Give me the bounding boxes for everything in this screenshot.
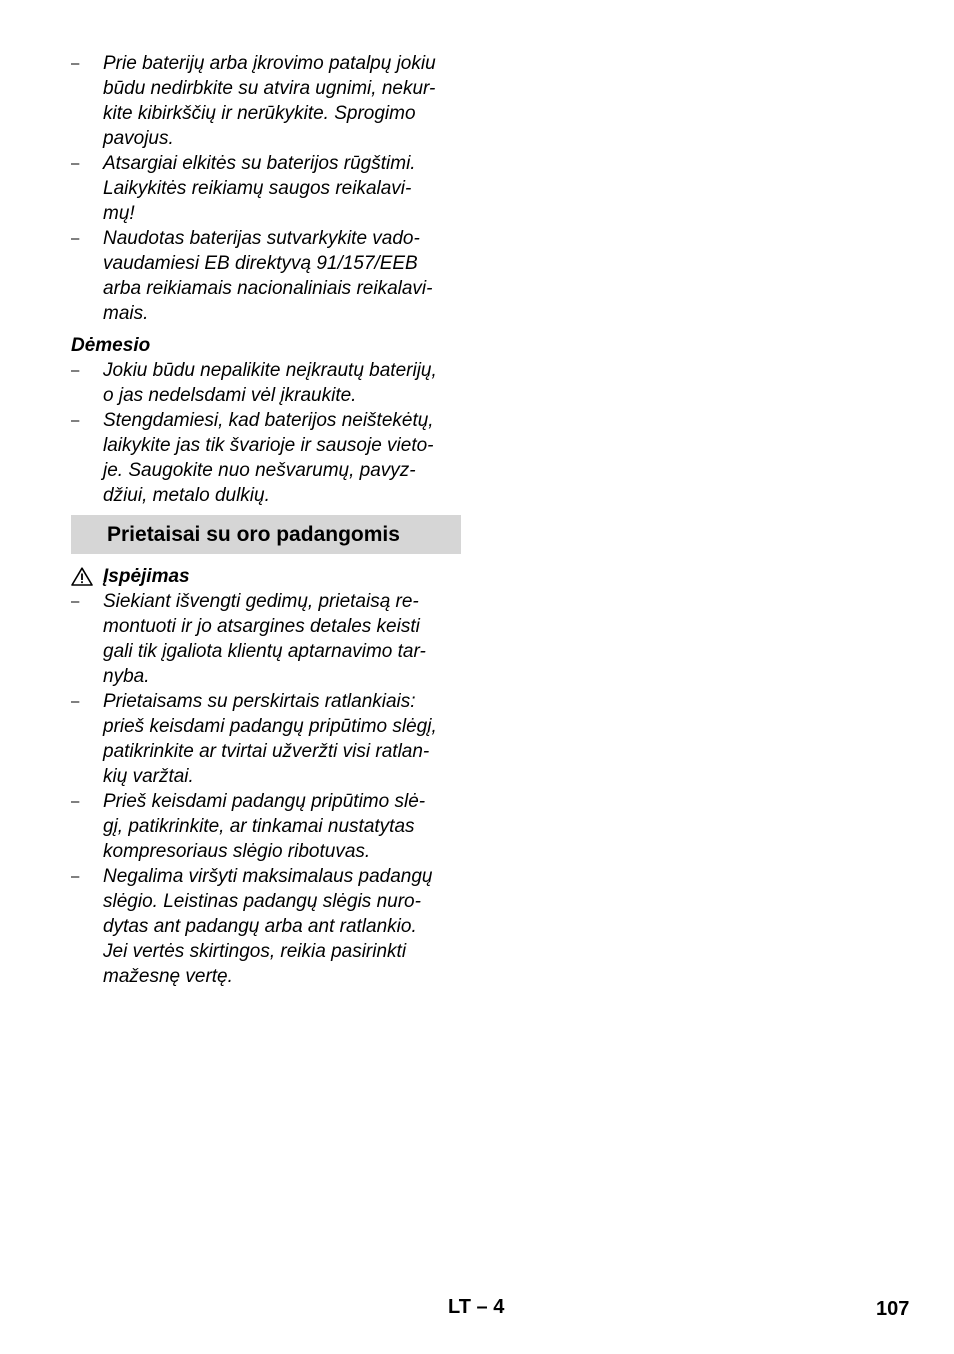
list-item <box>71 226 461 326</box>
list-item <box>71 864 461 989</box>
list-item-text: Atsargiai elkitės su baterijos rūgštimi. Laikykitės reikiamų saugos reikalavi- mų! <box>103 153 416 224</box>
section-title: Prietaisai su oro padangomis <box>107 522 400 546</box>
caution-heading: Dėmesio <box>71 335 151 356</box>
warning-triangle-icon <box>71 567 93 586</box>
warning-heading-text: Įspėjimas <box>103 566 190 587</box>
list-item <box>71 789 461 864</box>
list-dash: – <box>71 155 80 172</box>
list-item-text: Prietaisams su perskirtais ratlankiais: prieš keisdami padangų pripūtimo slėgį, patikrinkite ar tvirtai užveržti visi ratlan- kių varžtai. <box>103 691 437 787</box>
list-dash: – <box>71 55 80 72</box>
warning-list <box>71 589 461 989</box>
list-item <box>71 589 461 689</box>
list-dash: – <box>71 868 80 885</box>
list-item-text: Prieš keisdami padangų pripūtimo slė- gį, patikrinkite, ar tinkamai nustatytas kompresoriaus slėgio ribotuvas. <box>103 791 426 862</box>
page-column <box>71 51 461 989</box>
footer-language-marker <box>448 1296 504 1319</box>
battery-safety-list <box>71 51 461 326</box>
list-item-text: Jokiu būdu nepalikite neįkrautų baterijų, o jas nedelsdami vėl įkraukite. <box>103 360 437 406</box>
list-item <box>71 151 461 226</box>
list-item <box>71 51 461 151</box>
list-item-text: Stengdamiesi, kad baterijos neištekėtų, laikykite jas tik švarioje ir sausoje vieto- je. Saugokite nuo nešvarumų, pavyz- džiui, metalo dulkių. <box>103 410 434 506</box>
list-item-text: Siekiant išvengti gedimų, prietaisą re- montuoti ir jo atsargines detales keisti gali tik įgaliota klientų aptarnavimo tar- nyba. <box>103 591 426 687</box>
list-dash: – <box>71 412 80 429</box>
list-item <box>71 358 461 408</box>
list-dash: – <box>71 693 80 710</box>
list-item-text: Prie baterijų arba įkrovimo patalpų jokiu būdu nedirbkite su atvira ugnimi, nekur- kite kibirkščių ir nerūkykite. Sprogimo pavojus. <box>103 53 436 149</box>
list-dash: – <box>71 230 80 247</box>
list-dash: – <box>71 793 80 810</box>
list-item <box>71 408 461 508</box>
list-dash: – <box>71 362 80 379</box>
list-dash: – <box>71 593 80 610</box>
warning-heading <box>71 564 461 589</box>
footer-language: LT <box>448 1296 471 1318</box>
list-item-text: Naudotas baterijas sutvarkykite vado- vaudamiesi EB direktyvą 91/157/EEB arba reikiamais nacionaliniais reikalavi- mais. <box>103 228 433 324</box>
footer-section-page: – 4 <box>476 1296 505 1318</box>
list-item-text: Negalima viršyti maksimalaus padangų slėgio. Leistinas padangų slėgis nuro- dytas ant padangų arba ant ratlankio. Jei vertės skirtingos, reikia pasirinkti mažesnę vertę. <box>103 866 433 987</box>
section-heading-bar <box>71 515 461 554</box>
list-item <box>71 689 461 789</box>
caution-list <box>71 358 461 508</box>
page-number: 107 <box>876 1298 910 1320</box>
